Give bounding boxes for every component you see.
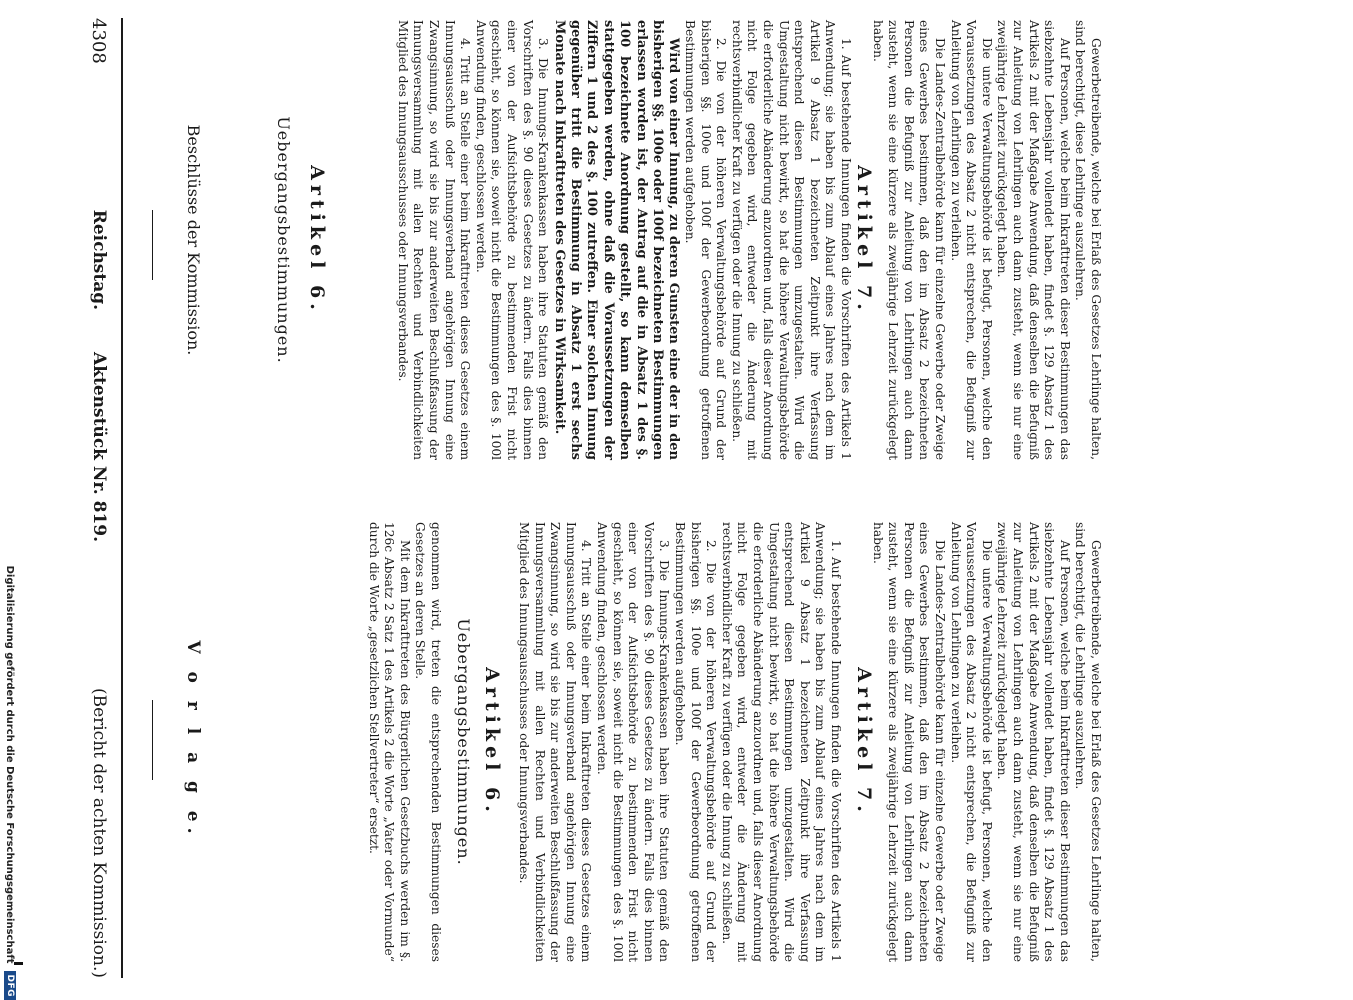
left-article6-heading: Artikel 6. <box>481 667 503 817</box>
right-article6-heading: Artikel 6. <box>306 165 328 315</box>
right-article7-heading: Artikel 7. <box>853 165 875 315</box>
header-document: Aktenstück Nr. 819. <box>89 352 109 543</box>
left-article6-body <box>513 522 843 962</box>
right-article6-paragraph-1: 1. Auf bestehende Innungen finden die Vorschriften des Artikels 1 Anwendung; sie haben bis zum Ablauf eines Jahres nach dem im Artikel 9 Absatz 1 bezeichneten Zeitpunkt ihre Verfassung entsprechend diesen Bestimmungen umzugestalten. Wird die Umgestaltung nicht bewirkt, so hat die höhere Verwaltungsbehörde die erforderliche Abänderung anzuordnen und, falls dieser Anordnung nicht Folge gegeben wird, entweder die Änderung mit rechtsverbindlicher Kraft zu verfügen oder die Innung zu schließen. <box>729 20 853 460</box>
left-article6-paragraph-4: 4. Tritt an Stelle einer beim Inkrafttreten dieses Gesetzes einem Innungsausschuß oder Innungsverband angehörigen Innung eine Zwangsinnung, so wird sie bis zur anderweiten Beschlußfassung der Innungsversammlung mit allen Rechten und Verbindlichkeiten Mitglied des Innungsausschusses oder Innungsverbandes. <box>517 522 594 962</box>
digitization-text: Digitalisierung gefördert durch die Deutsche Forschungsgemeinschaft <box>4 565 16 964</box>
right-article7-paragraph-4: Die Landes-Zentralbehörde kann für einzelne Gewerbe oder Zweige eines Gewerbes bestimmen, daß den im Absatz 2 bezeichneten Personen die Befugniß zur Anleitung von Lehrlingen auch dann zusteht, wenn sie eine kürzere als zweijährige Lehrzeit zurückgelegt haben. <box>870 20 948 460</box>
left-intro-paragraph-2: Mit dem Inkrafttreten des Bürgerlichen Gesetzbuchs werden im §. 126c Absatz 2 Satz 1 des Artikels 2 die Worte „Vater oder Vormunde“ durch die Worte „gesetzlichen Stellvertreter“ ersetzt. <box>366 522 412 962</box>
left-article7-paragraph-1: Gewerbetreibende, welche bei Erlaß des Gesetzes Lehrlinge halten, sind berechtigt, die Lehrlinge auszulehren. <box>1073 522 1103 962</box>
left-article7-paragraph-2: Auf Personen, welche beim Inkrafttreten dieser Bestimmungen das siebzehnte Lebensjahr vollendet haben, findet §. 129 Absatz 1 des Artikels 2 mit der Maßgabe Anwendung, daß denselben die Befugniß zur Anleitung von Lehrlingen auch dann zusteht, wenn sie nur eine zweijährige Lehrzeit zurückgelegt haben. <box>995 522 1072 962</box>
left-article7-heading: Artikel 7. <box>853 667 875 817</box>
right-article6-body <box>338 20 853 460</box>
header-center <box>89 210 109 542</box>
right-article7-body <box>870 20 1103 460</box>
right-article6-paragraph-2: 2. Die von der höheren Verwaltungsbehörde auf Grund der bisherigen §§. 100e und 100f der Gewerbeordnung getroffenen Bestimmungen werden aufgehoben. <box>683 20 729 460</box>
page-header <box>77 18 121 978</box>
header-report: (Bericht der achten Kommission.) <box>89 687 109 978</box>
right-title-rule <box>152 210 153 280</box>
left-section-heading: Uebergangsbestimmungen. <box>454 618 473 866</box>
right-article6-paragraph-3: 3. Die Innungs-Krankenkassen haben ihre Statuten gemäß den Vorschriften des §. 90 dieses Gesetzes zu ändern. Falls dies binnen einer von der Aufsichtsbehörde zu bestimmenden Frist nicht geschieht, so können sie, soweit nicht die Bestimmungen des §. 100l Anwendung finden, geschlossen werden. <box>473 20 551 460</box>
right-article6-paragraph-4: 4. Tritt an Stelle einer beim Inkrafttreten dieses Gesetzes einem Innungsausschuß oder Innungsverband angehörigen Innung eine Zwangsinnung, so wird sie bis zur anderweiten Beschlußfassung der Innungsversammlung mit allen Rechten und Verbindlichkeiten Mitglied des Innungsausschusses oder Innungsverbandes. <box>395 20 473 460</box>
header-rule <box>121 18 123 978</box>
right-article6-bold-insertion: Wird von einer Innung, zu deren Gunsten eine der in den bisherigen §§. 100e oder 100f bezeichneten Bestimmungen erlassen worden ist, der Antrag auf die in Absatz 1 des §. 100 bezeichnete Anordnung gestellt, so kann demselben stattgegeben werden, ohne daß die Voraussetzungen der Ziffern 1 und 2 des §. 100 zutreffen. Einer solchen Innung gegenüber tritt die Bestimmung in Absatz 1 erst sechs Monate nach Inkrafttreten des Gesetzes in Wirksamkeit. <box>551 20 682 460</box>
left-article6-paragraph-2: 2. Die von der höheren Verwaltungsbehörde auf Grund der bisherigen §§. 100e und 100f der Gewerbeordnung getroffenen Bestimmungen werden aufgehoben. <box>673 522 719 962</box>
right-article7-paragraph-2: Auf Personen, welche beim Inkrafttreten dieser Bestimmungen das siebzehnte Lebensjahr vollendet haben, findet §. 129 Absatz 1 des Artikels 2 mit der Maßgabe Anwendung, daß denselben die Befugniß zur Anleitung von Lehrlingen auch dann zusteht, wenn sie nur eine zweijährige Lehrzeit zurückgelegt haben. <box>995 20 1072 460</box>
dfg-logo: DFG <box>4 971 16 1000</box>
right-column-title: Beschlüsse der Kommission. <box>184 124 203 356</box>
left-article6-paragraph-3: 3. Die Innungs-Krankenkassen haben ihre Statuten gemäß den Vorschriften des §. 90 dieses Gesetzes zu ändern. Falls dies binnen einer von der Aufsichtsbehörde zu bestimmenden Frist nicht geschieht, so können sie, soweit nicht die Bestimmungen des §. 100l Anwendung finden, geschlossen werden. <box>595 522 672 962</box>
left-column-title: V o r l a g e. <box>183 640 203 840</box>
right-article7-paragraph-1: Gewerbetreibende, welche bei Erlaß des Gesetzes Lehrlinge halten, sind berechtigt, diese Lehrlinge auszulehren. <box>1073 20 1103 460</box>
right-article7-paragraph-3: Die untere Verwaltungsbehörde ist befugt, Personen, welche den Voraussetzungen des Absatz 2 nicht entsprechen, die Befugniß zur Anleitung von Lehrlingen zu verleihen. <box>948 20 994 460</box>
left-article7-paragraph-4: Die Landes-Zentralbehörde kann für einzelne Gewerbe oder Zweige eines Gewerbes bestimmen, daß den im Absatz 2 bezeichneten Personen die Befugniß zur Anleitung von Lehrlingen auch dann zusteht, wenn sie eine kürzere als zweijährige Lehrzeit zurückgelegt haben. <box>870 522 948 962</box>
left-intro <box>213 522 443 962</box>
left-article7-paragraph-3: Die untere Verwaltungsbehörde ist befugt, Personen, welche den Voraussetzungen des Absatz 2 nicht entsprechen, die Befugniß zur Anleitung von Lehrlingen zu verleihen. <box>948 522 994 962</box>
digitization-notice <box>0 300 20 1000</box>
page-number: 4308 <box>88 18 110 64</box>
left-article6-paragraph-1: 1. Auf bestehende Innungen finden die Vorschriften des Artikels 1 Anwendung; sie haben bis zum Ablauf eines Jahres nach dem im Artikel 9 Absatz 1 bezeichneten Zeitpunkt ihre Verfassung entsprechend diesen Bestimmungen umzugestalten. Wird die Umgestaltung nicht bewirkt, so hat die höhere Verwaltungsbehörde die erforderliche Abänderung anzuordnen und, falls dieser Anordnung nicht Folge gegeben wird, entweder die Änderung mit rechtsverbindlicher Kraft zu verfügen oder die Innung zu schließen. <box>719 522 843 962</box>
header-institution: Reichstag. <box>89 209 109 311</box>
left-article7-body <box>870 522 1103 962</box>
right-section-heading: Uebergangsbestimmungen. <box>274 116 293 364</box>
left-intro-paragraph-1: genommen wird, treten die entsprechenden Bestimmungen dieses Gesetzes an deren Stelle. <box>413 522 443 962</box>
left-title-rule <box>152 700 153 780</box>
